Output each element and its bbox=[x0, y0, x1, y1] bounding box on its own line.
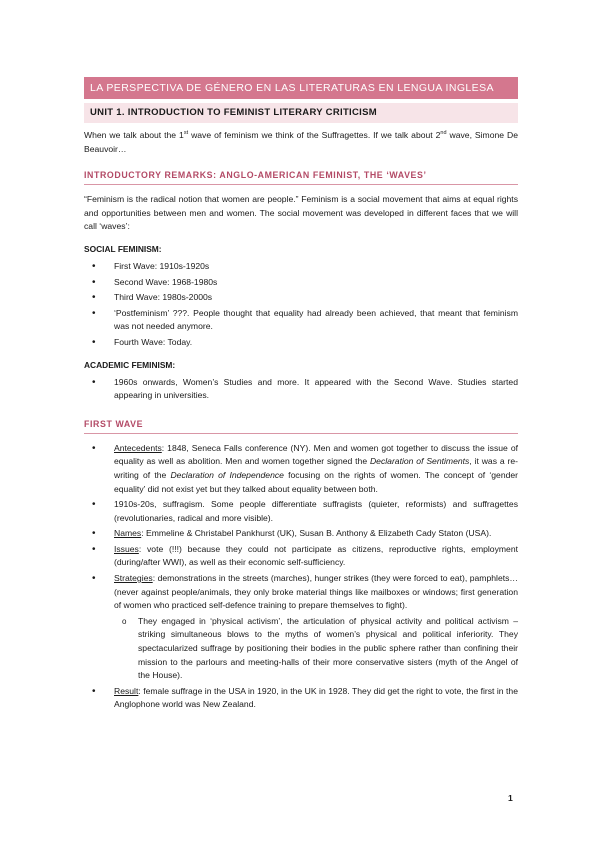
list-item: • Fourth Wave: Today. bbox=[84, 336, 518, 350]
list-item: • ‘Postfeminism’ ???. People thought that equality had already been achieved, that meant that feminism was not needed anymore. bbox=[84, 307, 518, 334]
academic-feminism-list bbox=[84, 376, 518, 403]
list-item: • Second Wave: 1968-1980s bbox=[84, 276, 518, 290]
result-text: : female suffrage in the USA in 1920, in the UK in 1928. They did get the right to vote, the first in the Anglophone world was New Zealand. bbox=[114, 685, 518, 710]
strategies-sublist bbox=[114, 615, 518, 683]
course-title-bar: LA PERSPECTIVA DE GÉNERO EN LAS LITERATURAS EN LENGUA INGLESA bbox=[84, 77, 518, 99]
intro-sup-1: st bbox=[183, 130, 189, 137]
list-item: • Third Wave: 1980s-2000s bbox=[84, 291, 518, 305]
antecedents-text-3: focusing on the rights of women. The concept of ‘gender equality’ did not exist yet but they talked about equality between both. bbox=[114, 469, 519, 494]
sub-list-item: o They engaged in ‘physical activism’, the articulation of physical activity and political activism – striking simultaneous blows to the myths of women’s physical and political inferiority. They spectacularized suffrage by positioning their bodies in the public sphere rather than confining their mission to the parlours and meeting-halls of their more conservative sisters (myth of the Angel of the House). bbox=[114, 615, 518, 683]
antecedents-item bbox=[84, 442, 518, 496]
declaration-sentiments: Declaration of Sentiments bbox=[369, 456, 470, 467]
first-wave-list bbox=[84, 442, 518, 712]
names-item bbox=[84, 527, 518, 541]
intro-text-2: wave of feminism we think of the Suffragettes. If we talk about 2 bbox=[188, 130, 441, 140]
result-label: Result bbox=[114, 685, 139, 696]
strategies-item bbox=[84, 572, 518, 683]
intro-paragraph bbox=[84, 129, 518, 156]
academic-feminism-label: ACADEMIC FEMINISM: bbox=[84, 359, 176, 370]
intro-remarks-heading: INTRODUCTORY REMARKS: ANGLO-AMERICAN FEMINIST, THE ‘WAVES’ bbox=[84, 170, 518, 185]
issues-text: : vote (!!!) because they could not participate as citizens, reproductive rights, employment (during/after WWI), as well as their economic self-sufficiency. bbox=[114, 543, 518, 568]
antecedents-text-2: , it was a re-writing of the bbox=[114, 456, 518, 480]
list-item: • 1960s onwards, Women’s Studies and more. It appeared with the Second Wave. Studies started appearing in universities. bbox=[84, 376, 518, 403]
strategies-text: : demonstrations in the streets (marches), hunger strikes (they were forced to eat), pamphlets… (never against people/animals, they only broke material things like mailboxes or windows; first generation of women who practiced self-defence training to prepare themselves to fight). bbox=[114, 573, 518, 611]
page-number: 1 bbox=[508, 793, 513, 803]
antecedents-text-1: : 1848, Seneca Falls conference (NY). Men and women got together to discuss the issue of equality as well as abolition. Men and women together signed the bbox=[114, 442, 518, 467]
names-text: : Emmeline & Christabel Pankhurst (UK), Susan B. Anthony & Elizabeth Cady Staton (USA). bbox=[141, 528, 492, 539]
antecedents-label: Antecedents bbox=[114, 442, 162, 453]
list-item: • First Wave: 1910s-1920s bbox=[84, 260, 518, 274]
social-feminism-label: SOCIAL FEMINISM: bbox=[84, 243, 162, 254]
first-wave-heading: FIRST WAVE bbox=[84, 419, 518, 434]
issues-item bbox=[84, 543, 518, 570]
result-item bbox=[84, 685, 518, 712]
intro-remarks-paragraph: “Feminism is the radical notion that women are people.” Feminism is a social movement that aims at equal rights and opportunities between men and women. The social movement was developed in different faces that we will call ‘waves’: bbox=[84, 194, 518, 232]
unit-heading: UNIT 1. INTRODUCTION TO FEMINIST LITERARY CRITICISM bbox=[84, 103, 518, 123]
strategies-label: Strategies bbox=[114, 573, 153, 584]
intro-text-1: When we talk about the 1 bbox=[84, 130, 184, 140]
intro-sup-2: nd bbox=[440, 130, 447, 137]
suffragism-item: • 1910s-20s, suffragism. Some people differentiate suffragists (quieter, reformists) and suffragettes (revolutionaries, radical and more visible). bbox=[84, 498, 518, 525]
declaration-independence: Declaration of Independence bbox=[170, 469, 284, 480]
intro-text-3: wave, Simone De Beauvoir… bbox=[84, 130, 518, 154]
issues-label: Issues bbox=[114, 543, 139, 554]
page-content bbox=[84, 77, 518, 714]
names-label: Names bbox=[114, 528, 142, 539]
social-feminism-list bbox=[84, 260, 518, 350]
